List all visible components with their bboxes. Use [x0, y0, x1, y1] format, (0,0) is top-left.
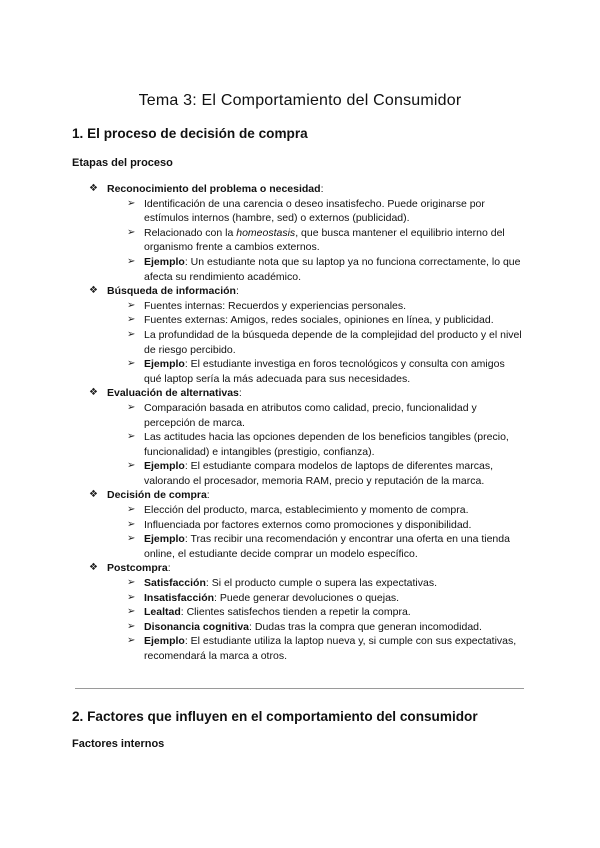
diamond-bullet-icon: ❖	[89, 489, 98, 501]
stage-heading	[89, 284, 527, 299]
point-label: Lealtad	[144, 606, 181, 619]
stage-list	[0, 182, 600, 664]
stage-item	[89, 386, 527, 488]
point-label: Ejemplo	[144, 460, 185, 473]
point-italic-term: homeostasis	[236, 226, 296, 239]
stage-point	[127, 459, 525, 488]
point-text: : Puede generar devoluciones o quejas.	[214, 591, 400, 604]
arrow-bullet-icon: ➢	[127, 299, 136, 311]
arrow-bullet-icon: ➢	[127, 431, 136, 443]
point-text: Las actitudes hacia las opciones dependen de los beneficios tangibles (precio, funcionalidad) e intangibles (prestigio, confianza).	[144, 431, 509, 458]
stage-point	[127, 255, 525, 284]
arrow-bullet-icon: ➢	[127, 635, 136, 647]
stage-point	[127, 634, 525, 663]
point-text: Elección del producto, marca, establecimiento y momento de compra.	[144, 504, 469, 517]
arrow-bullet-icon: ➢	[127, 620, 136, 632]
point-label: Ejemplo	[144, 533, 185, 546]
arrow-bullet-icon: ➢	[127, 401, 136, 413]
stage-point	[127, 226, 525, 255]
stage-point	[127, 605, 525, 620]
section-1-heading: 1. El proceso de decisión de compra	[72, 126, 308, 141]
arrow-bullet-icon: ➢	[127, 504, 136, 516]
point-text: : Si el producto cumple o supera las expectativas.	[205, 577, 437, 590]
point-text: Relacionado con la	[144, 226, 237, 239]
stage-heading	[89, 182, 527, 197]
arrow-bullet-icon: ➢	[127, 314, 136, 326]
arrow-bullet-icon: ➢	[127, 606, 136, 618]
section-2-subheading: Factores internos	[72, 738, 165, 750]
stage-point	[127, 576, 525, 591]
point-text: : Dudas tras la compra que generan incomodidad.	[249, 620, 482, 633]
point-text: : El estudiante utiliza la laptop nueva y, si cumple con sus expectativas, recomendará la marca a otros.	[144, 635, 517, 662]
arrow-bullet-icon: ➢	[127, 197, 136, 209]
stage-title: Evaluación de alternativas	[107, 387, 239, 400]
stage-point	[127, 313, 525, 328]
point-label: Ejemplo	[144, 255, 185, 268]
horizontal-divider	[75, 688, 524, 689]
arrow-bullet-icon: ➢	[127, 460, 136, 472]
point-label: Insatisfacción	[144, 591, 215, 604]
point-text: : Clientes satisfechos tienden a repetir la compra.	[180, 606, 411, 619]
arrow-bullet-icon: ➢	[127, 577, 136, 589]
arrow-bullet-icon: ➢	[127, 328, 136, 340]
point-text: : El estudiante compara modelos de laptops de diferentes marcas, valorando el procesador, memoria RAM, precio y reputación de la marca.	[144, 460, 494, 487]
stage-colon: :	[320, 183, 324, 195]
stage-item	[89, 488, 527, 561]
point-text: La profundidad de la búsqueda depende de la complejidad del producto y el nivel de riesgo percibido.	[144, 328, 522, 356]
arrow-bullet-icon: ➢	[127, 226, 136, 238]
stage-colon: :	[167, 562, 171, 575]
arrow-bullet-icon: ➢	[127, 358, 136, 370]
diamond-bullet-icon: ❖	[89, 562, 98, 574]
stage-title: Postcompra	[107, 562, 168, 575]
stage-point	[127, 518, 525, 533]
stage-point	[127, 430, 525, 459]
stage-heading	[89, 488, 527, 503]
point-label: Ejemplo	[144, 358, 185, 371]
section-2-heading: 2. Factores que influyen en el comportamiento del consumidor	[72, 709, 478, 724]
arrow-bullet-icon: ➢	[127, 518, 136, 530]
stage-item	[89, 561, 527, 663]
point-label: Satisfacción	[144, 577, 206, 590]
stage-colon: :	[206, 489, 210, 502]
stage-point	[127, 328, 525, 357]
point-text: Identificación de una carencia o deseo insatisfecho. Puede originarse por estímulos internos (hambre, sed) o externos (publicidad).	[144, 197, 485, 225]
point-text: : Un estudiante nota que su laptop ya no funciona correctamente, lo que afecta su rendimiento académico.	[144, 255, 521, 283]
point-text: Fuentes externas: Amigos, redes sociales, opiniones en línea, y publicidad.	[144, 314, 494, 327]
stage-item	[89, 284, 527, 386]
stage-heading	[89, 561, 527, 576]
stage-colon: :	[235, 285, 239, 298]
diamond-bullet-icon: ❖	[89, 183, 98, 194]
stage-point	[127, 401, 525, 430]
stage-point	[127, 299, 525, 314]
stage-point	[127, 197, 525, 226]
stage-point	[127, 591, 525, 606]
stage-point	[127, 620, 525, 635]
point-text: Influenciada por factores externos como promociones y disponibilidad.	[144, 518, 472, 531]
stage-title: Búsqueda de información	[107, 285, 236, 298]
stage-title: Reconocimiento del problema o necesidad	[107, 183, 321, 195]
stage-title: Decisión de compra	[107, 489, 207, 502]
stage-colon: :	[238, 387, 242, 400]
stage-point	[127, 357, 525, 386]
point-label: Disonancia cognitiva	[144, 620, 250, 633]
stage-point	[127, 532, 525, 561]
stage-point	[127, 503, 525, 518]
arrow-bullet-icon: ➢	[127, 255, 136, 267]
point-text: : Tras recibir una recomendación y encontrar una oferta en una tienda online, el estudiante decide comprar un modelo específico.	[144, 533, 510, 560]
stage-heading	[89, 386, 527, 401]
arrow-bullet-icon: ➢	[127, 591, 136, 603]
point-text: Comparación basada en atributos como calidad, precio, funcionalidad y percepción de marca.	[144, 401, 477, 429]
section-1-subheading: Etapas del proceso	[72, 157, 173, 169]
point-text-continued: , que busca mantener el equilibrio interno del organismo frente a cambios externos.	[144, 226, 505, 254]
point-text: Fuentes internas: Recuerdos y experiencias personales.	[144, 299, 407, 312]
point-text: : El estudiante investiga en foros tecnológicos y consulta con amigos qué laptop sería la más adecuada para sus necesidades.	[144, 358, 505, 385]
page-title: Tema 3: El Comportamiento del Consumidor	[138, 92, 462, 109]
point-label: Ejemplo	[144, 635, 185, 648]
arrow-bullet-icon: ➢	[127, 533, 136, 545]
diamond-bullet-icon: ❖	[89, 387, 98, 399]
stage-item	[89, 182, 527, 284]
diamond-bullet-icon: ❖	[89, 285, 98, 297]
